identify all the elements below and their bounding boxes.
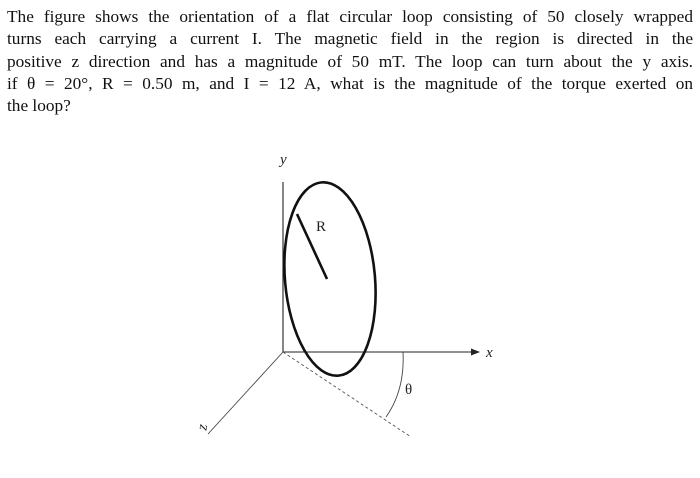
problem-line-1: The figure shows the orientation of a flat circular loop consisting of 50 closely wrapped — [7, 7, 693, 26]
radius-label: R — [316, 219, 327, 235]
problem-line-4: if θ = 20°, R = 0.50 m, and I = 12 A, what is the magnitude of the torque exerted on — [7, 73, 693, 93]
z-axis-label: z — [194, 422, 212, 432]
loop-plane-dashed-line — [283, 352, 411, 437]
y-axis-label: y — [280, 152, 287, 168]
x-axis-arrowhead — [471, 349, 480, 356]
problem-line-5: the loop? — [7, 96, 71, 116]
circular-loop — [277, 178, 384, 379]
angle-label: θ — [405, 382, 413, 398]
x-axis-label: x — [486, 345, 493, 361]
problem-line-3: positive z direction and has a magnitude of 50 mT. The loop can turn about the y axis. — [7, 51, 693, 71]
problem-line-2: turns each carrying a current I. The magnetic field in the region is directed in the — [7, 29, 693, 49]
angle-arc — [386, 352, 403, 417]
z-axis-line — [208, 352, 283, 434]
